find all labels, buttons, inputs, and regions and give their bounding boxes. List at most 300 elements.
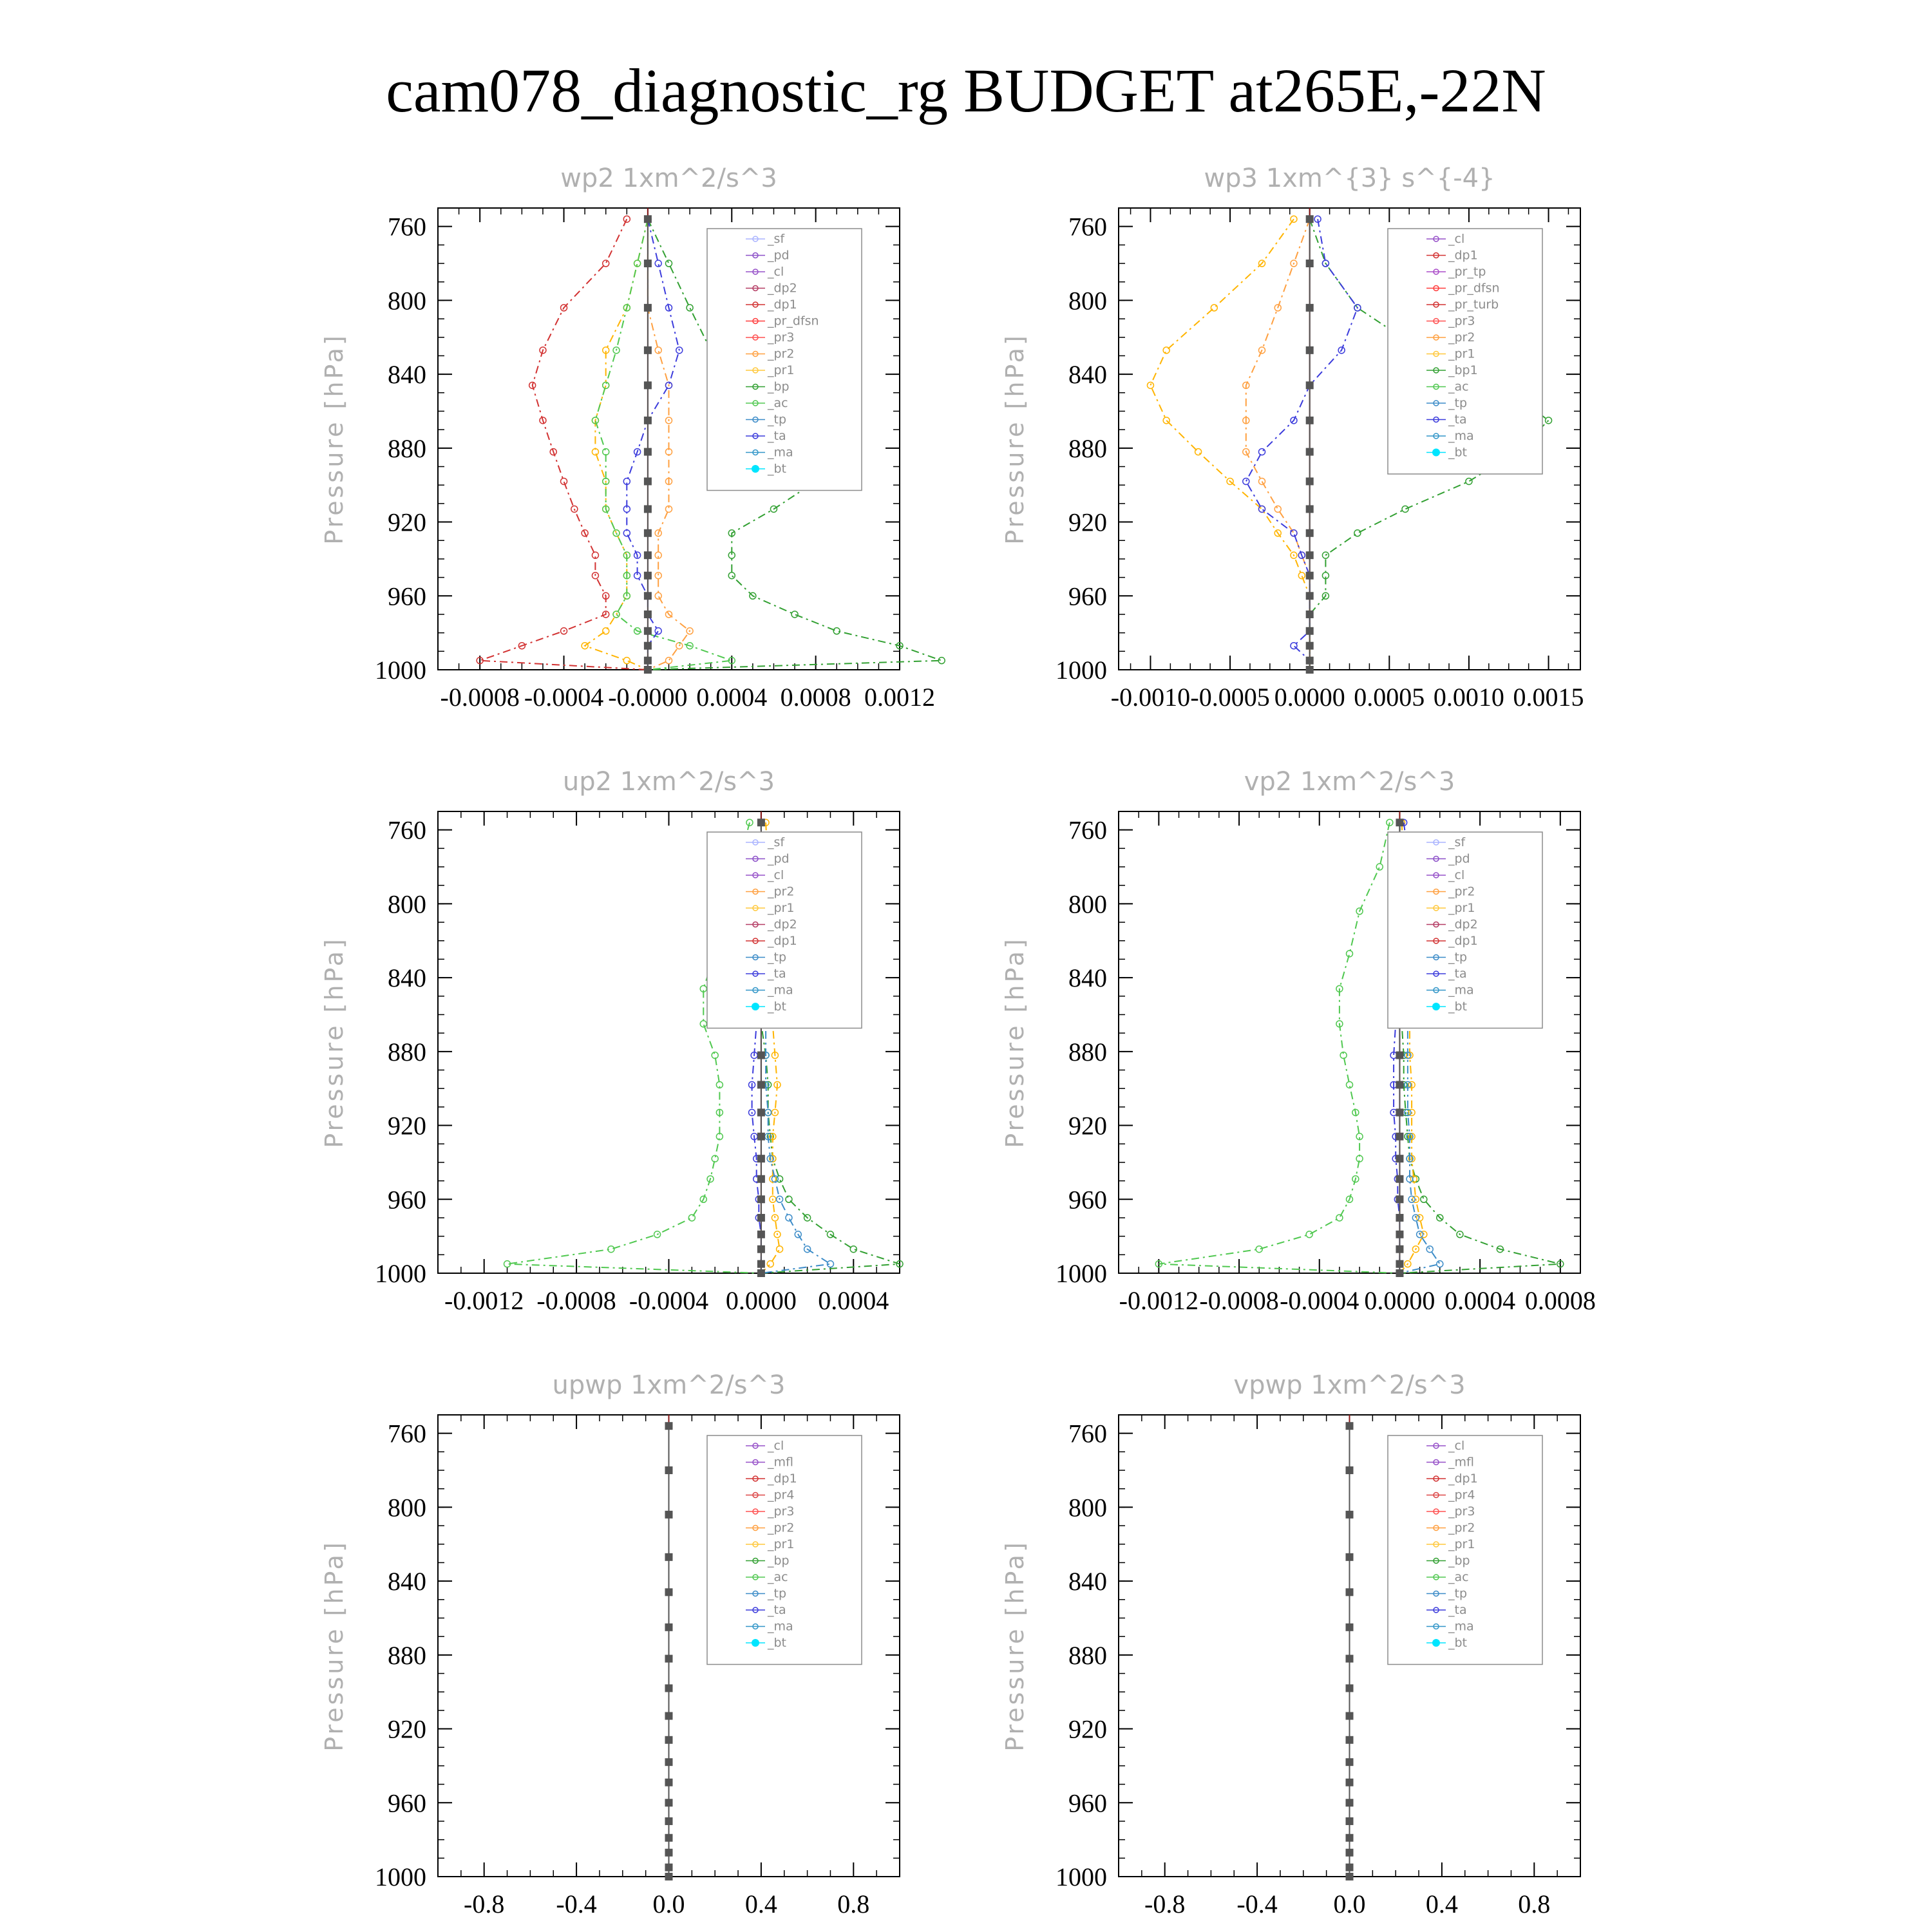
- data-point: [757, 819, 765, 826]
- y-tick-label: 1000: [375, 656, 426, 685]
- legend-marker: [1432, 449, 1440, 457]
- legend-label: _pr3: [1448, 1504, 1475, 1519]
- y-tick-label: 920: [1068, 507, 1107, 537]
- data-point: [1147, 382, 1153, 388]
- legend-label: _pr3: [768, 1504, 795, 1519]
- data-point: [665, 1466, 673, 1474]
- x-tick-label: -0.0012: [444, 1286, 524, 1315]
- y-tick-label: 760: [1068, 815, 1107, 845]
- legend-label: _pr1: [768, 363, 795, 377]
- data-point: [1396, 1260, 1403, 1268]
- panel-6: [1001, 1370, 1580, 1918]
- data-point: [644, 304, 652, 312]
- data-point: [665, 1834, 673, 1842]
- data-point: [665, 1553, 673, 1561]
- legend-label: _tp: [768, 1586, 787, 1601]
- data-point: [644, 657, 652, 665]
- data-point: [777, 1246, 783, 1253]
- y-tick-label: 920: [388, 507, 426, 537]
- data-point: [1346, 1758, 1354, 1766]
- data-point: [1346, 1422, 1354, 1430]
- legend-label: _pd: [1448, 851, 1470, 866]
- data-point: [1306, 611, 1314, 618]
- x-tick-label: 0.0: [1333, 1889, 1366, 1918]
- data-point: [666, 260, 672, 267]
- data-point: [1259, 478, 1265, 484]
- legend-label: _bt: [768, 1636, 787, 1650]
- legend-label: _dp2: [768, 281, 797, 296]
- data-point: [757, 1260, 765, 1268]
- legend-label: _bt: [768, 462, 787, 476]
- y-tick-label: 920: [388, 1714, 426, 1744]
- data-point: [1396, 819, 1403, 826]
- data-point: [665, 1588, 673, 1596]
- x-tick-label: 0.4: [744, 1889, 777, 1918]
- y-tick-label: 960: [388, 582, 426, 611]
- legend-label: _dp1: [1448, 1472, 1478, 1486]
- data-point: [791, 611, 798, 618]
- y-tick-label: 800: [1068, 286, 1107, 316]
- data-point: [1402, 506, 1408, 512]
- data-point: [665, 1511, 673, 1519]
- data-point: [712, 1052, 718, 1059]
- data-point: [1346, 1779, 1354, 1786]
- data-point: [1346, 1588, 1354, 1596]
- legend-label: _ta: [1448, 412, 1467, 427]
- legend-label: _dp2: [768, 917, 797, 932]
- series-line-pr2: [585, 219, 648, 670]
- data-point: [1396, 1214, 1403, 1222]
- legend-label: _ta: [768, 429, 786, 443]
- legend-label: _cl: [768, 868, 784, 882]
- panel-title: wp3 1xm^{3} s^{-4}: [1204, 164, 1495, 193]
- legend-label: _cl: [1448, 232, 1465, 246]
- data-point: [1306, 215, 1314, 223]
- x-tick-label: -0.0008: [440, 683, 520, 712]
- x-tick-label: 0.4: [1425, 1889, 1458, 1918]
- legend-label: _cl: [768, 1439, 784, 1453]
- data-point: [1259, 506, 1265, 512]
- data-point: [687, 305, 693, 311]
- y-axis-label: Pressure [hPa]: [1001, 333, 1029, 545]
- legend-label: _ma: [768, 1619, 793, 1634]
- data-point: [1346, 1736, 1354, 1744]
- data-point: [786, 1215, 792, 1221]
- legend-label: _ta: [1448, 1603, 1467, 1617]
- legend-label: _sf: [768, 232, 785, 246]
- panel-2: [1001, 164, 1584, 712]
- legend-label: _dp1: [1448, 934, 1478, 948]
- legend-label: _pr2: [768, 346, 795, 361]
- x-tick-label: 0.0004: [1444, 1286, 1516, 1315]
- data-point: [1346, 1849, 1354, 1857]
- y-tick-label: 760: [1068, 212, 1107, 242]
- legend-label: _ac: [768, 1570, 788, 1584]
- data-point: [1306, 657, 1314, 665]
- legend-label: _dp1: [1448, 248, 1478, 263]
- x-tick-label: 0.0008: [1524, 1286, 1596, 1315]
- data-point: [644, 417, 652, 424]
- legend-label: _pr2: [768, 1520, 795, 1535]
- data-point: [644, 448, 652, 456]
- data-point: [786, 1196, 792, 1202]
- x-tick-label: 0.0015: [1513, 683, 1584, 712]
- data-point: [757, 1175, 765, 1183]
- panel-title: up2 1xm^2/s^3: [562, 767, 775, 797]
- data-point: [1396, 1195, 1403, 1203]
- series-line-dp1: [480, 219, 648, 670]
- x-tick-label: -0.0008: [536, 1286, 616, 1315]
- y-tick-label: 760: [1068, 1419, 1107, 1448]
- data-point: [1396, 1155, 1403, 1162]
- x-tick-label: -0.0004: [1280, 1286, 1359, 1315]
- data-point: [665, 1758, 673, 1766]
- data-point: [1437, 1261, 1443, 1267]
- x-tick-label: 0.8: [1518, 1889, 1551, 1918]
- data-point: [1298, 573, 1305, 579]
- legend-label: _bt: [768, 999, 787, 1014]
- legend-label: _cl: [1448, 1439, 1465, 1453]
- legend-label: _pr_tp: [1448, 265, 1486, 279]
- data-point: [1274, 506, 1281, 512]
- data-point: [655, 347, 661, 354]
- legend-label: _pr3: [1448, 314, 1475, 328]
- y-tick-label: 800: [388, 889, 426, 919]
- data-point: [655, 573, 661, 579]
- legend-label: _dp2: [1448, 917, 1478, 932]
- series-line-dp1: [1159, 822, 1399, 1273]
- data-point: [644, 572, 652, 580]
- data-point: [644, 642, 652, 650]
- y-tick-label: 920: [1068, 1111, 1107, 1141]
- data-point: [1346, 1873, 1354, 1880]
- legend-label: _pr_dfsn: [768, 314, 819, 328]
- data-point: [1346, 1799, 1354, 1806]
- data-point: [767, 1261, 773, 1267]
- data-point: [561, 478, 567, 484]
- legend-marker: [1432, 1639, 1440, 1647]
- y-tick-label: 960: [1068, 1788, 1107, 1818]
- legend-label: _pd: [768, 248, 790, 263]
- legend-label: _pr4: [1448, 1488, 1475, 1502]
- legend-label: _pr2: [1448, 884, 1475, 899]
- data-point: [1195, 449, 1202, 455]
- data-point: [1346, 1864, 1354, 1871]
- panel-3: [320, 767, 903, 1315]
- y-tick-label: 880: [388, 433, 426, 463]
- data-point: [644, 627, 652, 635]
- series-line-ta: [627, 219, 679, 670]
- y-tick-label: 960: [388, 1185, 426, 1215]
- data-point: [1306, 448, 1314, 456]
- data-point: [1346, 1684, 1354, 1692]
- data-point: [757, 1245, 765, 1253]
- data-point: [1306, 572, 1314, 580]
- data-point: [1306, 627, 1314, 635]
- data-point: [850, 1246, 857, 1253]
- y-axis-label: Pressure [hPa]: [1001, 1540, 1029, 1752]
- data-point: [757, 1231, 765, 1238]
- data-point: [1346, 1624, 1354, 1631]
- data-point: [1346, 1834, 1354, 1842]
- legend-label: _pr1: [1448, 901, 1475, 915]
- legend-label: _mfl: [768, 1455, 793, 1470]
- legend-label: _bt: [1448, 445, 1468, 460]
- y-tick-label: 880: [388, 1037, 426, 1066]
- data-point: [665, 1799, 673, 1806]
- legend-label: _pr4: [768, 1488, 795, 1502]
- data-point: [1306, 346, 1314, 354]
- legend-label: _tp: [1448, 950, 1468, 965]
- legend-label: _ac: [1448, 379, 1469, 394]
- panel-1: [320, 164, 945, 712]
- y-tick-label: 880: [1068, 1037, 1107, 1066]
- x-tick-label: 0.0000: [725, 1286, 797, 1315]
- data-point: [728, 573, 735, 579]
- panel-5: [320, 1370, 900, 1918]
- data-point: [938, 658, 945, 664]
- data-point: [1306, 260, 1314, 267]
- data-point: [644, 215, 652, 223]
- legend-label: _pr1: [1448, 346, 1475, 361]
- data-point: [1346, 1553, 1354, 1561]
- data-point: [1396, 1245, 1403, 1253]
- data-point: [1396, 1175, 1403, 1183]
- data-point: [757, 1269, 765, 1277]
- y-tick-label: 800: [1068, 889, 1107, 919]
- data-point: [1306, 381, 1314, 389]
- data-point: [603, 260, 609, 267]
- data-point: [1396, 1081, 1403, 1088]
- x-tick-label: 0.0008: [780, 683, 851, 712]
- x-tick-label: -0.0010: [1110, 683, 1191, 712]
- y-tick-label: 760: [388, 212, 426, 242]
- y-tick-label: 1000: [375, 1862, 426, 1891]
- y-tick-label: 1000: [375, 1259, 426, 1288]
- x-tick-label: -0.0012: [1119, 1286, 1199, 1315]
- data-point: [603, 628, 609, 634]
- data-point: [644, 260, 652, 267]
- data-point: [1346, 1511, 1354, 1519]
- x-tick-label: -0.0000: [608, 683, 688, 712]
- data-point: [700, 1021, 706, 1027]
- data-point: [644, 592, 652, 600]
- y-axis-label: Pressure [hPa]: [320, 936, 348, 1148]
- y-tick-label: 960: [388, 1788, 426, 1818]
- data-point: [1412, 1215, 1419, 1221]
- x-tick-label: -0.0005: [1190, 683, 1270, 712]
- legend-label: _pr_dfsn: [1448, 281, 1500, 296]
- legend-label: _bp: [768, 379, 790, 394]
- panel-title: upwp 1xm^2/s^3: [552, 1370, 786, 1400]
- data-point: [665, 1655, 673, 1663]
- data-point: [1354, 530, 1361, 536]
- data-point: [1243, 478, 1249, 484]
- y-tick-label: 960: [1068, 582, 1107, 611]
- legend-label: _pr2: [1448, 330, 1475, 345]
- legend-label: _ma: [1448, 983, 1474, 998]
- legend-label: _tp: [1448, 396, 1468, 410]
- data-point: [1396, 1269, 1403, 1277]
- x-tick-label: 0.0000: [1274, 683, 1345, 712]
- panel-title: vp2 1xm^2/s^3: [1244, 767, 1455, 797]
- x-tick-label: -0.4: [556, 1889, 597, 1918]
- legend-label: _tp: [768, 950, 787, 965]
- data-point: [757, 1195, 765, 1203]
- data-point: [1211, 305, 1217, 311]
- x-tick-label: -0.0004: [524, 683, 604, 712]
- data-point: [655, 628, 661, 634]
- x-tick-label: 0.0000: [1364, 1286, 1435, 1315]
- legend-label: _ac: [1448, 1570, 1469, 1584]
- legend-label: _ta: [768, 967, 786, 981]
- data-point: [1346, 1817, 1354, 1825]
- y-tick-label: 880: [1068, 433, 1107, 463]
- data-point: [757, 1214, 765, 1222]
- legend-label: _ma: [768, 983, 793, 998]
- x-tick-label: -0.8: [1144, 1889, 1186, 1918]
- data-point: [1376, 864, 1383, 870]
- legend-label: _bt: [1448, 1636, 1468, 1650]
- series-line-ta: [1246, 219, 1358, 670]
- x-tick-label: -0.0008: [1199, 1286, 1279, 1315]
- data-point: [1306, 304, 1314, 312]
- y-tick-label: 880: [388, 1640, 426, 1670]
- data-point: [644, 529, 652, 537]
- y-tick-label: 840: [388, 963, 426, 993]
- y-tick-label: 920: [388, 1111, 426, 1141]
- x-tick-label: 0.0004: [818, 1286, 889, 1315]
- panel-4: [1001, 767, 1596, 1315]
- data-point: [1256, 1246, 1262, 1253]
- legend-label: _pr1: [1448, 1537, 1475, 1551]
- legend-label: _ma: [768, 445, 793, 460]
- y-tick-label: 800: [388, 286, 426, 316]
- legend-label: _cl: [1448, 868, 1465, 882]
- legend-marker: [752, 1639, 759, 1647]
- data-point: [1396, 1231, 1403, 1238]
- data-point: [1346, 1466, 1354, 1474]
- data-point: [1306, 505, 1314, 513]
- legend-label: _pr1: [768, 1537, 795, 1551]
- data-point: [1426, 1246, 1433, 1253]
- y-tick-label: 840: [388, 1567, 426, 1596]
- data-point: [1163, 347, 1170, 354]
- data-point: [757, 1052, 765, 1059]
- legend-label: _tp: [1448, 1586, 1468, 1601]
- data-point: [665, 1684, 673, 1692]
- legend-label: _pd: [768, 851, 790, 866]
- data-point: [1306, 529, 1314, 537]
- data-point: [1306, 417, 1314, 424]
- data-point: [1306, 551, 1314, 559]
- data-point: [757, 1108, 765, 1116]
- y-axis-label: Pressure [hPa]: [320, 1540, 348, 1752]
- legend-label: _pr_turb: [1448, 298, 1499, 312]
- data-point: [1336, 1215, 1343, 1221]
- legend-label: _ac: [768, 396, 788, 410]
- data-point: [1421, 1196, 1427, 1202]
- y-tick-label: 1000: [1056, 1259, 1107, 1288]
- legend-label: _ta: [768, 1603, 786, 1617]
- data-point: [1306, 592, 1314, 600]
- data-point: [665, 1864, 673, 1871]
- x-tick-label: -0.4: [1236, 1889, 1278, 1918]
- data-point: [644, 551, 652, 559]
- y-tick-label: 840: [1068, 360, 1107, 390]
- data-point: [1396, 1052, 1403, 1059]
- y-tick-label: 1000: [1056, 656, 1107, 685]
- y-tick-label: 840: [1068, 1567, 1107, 1596]
- data-point: [623, 658, 630, 664]
- data-point: [644, 666, 652, 674]
- x-tick-label: 0.8: [837, 1889, 870, 1918]
- data-point: [688, 1215, 695, 1221]
- data-point: [757, 1155, 765, 1162]
- data-point: [1306, 1231, 1312, 1238]
- data-point: [1291, 530, 1297, 536]
- data-point: [644, 505, 652, 513]
- panel-title: wp2 1xm^2/s^3: [560, 164, 777, 193]
- data-point: [666, 658, 672, 664]
- data-point: [1546, 417, 1552, 424]
- series-line-pr3: [648, 219, 690, 670]
- y-tick-label: 960: [1068, 1185, 1107, 1215]
- legend-label: _ta: [1448, 967, 1467, 981]
- legend-label: _bp: [768, 1553, 790, 1568]
- legend-marker: [752, 1003, 759, 1010]
- legend-marker: [752, 465, 759, 473]
- data-point: [1346, 1655, 1354, 1663]
- legend-label: _dp1: [768, 1472, 797, 1486]
- y-tick-label: 880: [1068, 1640, 1107, 1670]
- legend-label: _pr2: [768, 884, 795, 899]
- data-point: [757, 1081, 765, 1088]
- data-point: [665, 1422, 673, 1430]
- x-tick-label: 0.0: [652, 1889, 685, 1918]
- data-point: [665, 1624, 673, 1631]
- data-point: [665, 1712, 673, 1719]
- legend-label: _pr3: [768, 330, 795, 345]
- data-point: [1346, 1712, 1354, 1719]
- data-point: [665, 1817, 673, 1825]
- y-tick-label: 760: [388, 1419, 426, 1448]
- x-tick-label: 0.0010: [1433, 683, 1504, 712]
- data-point: [665, 1736, 673, 1744]
- data-point: [1306, 477, 1314, 485]
- x-tick-label: 0.0004: [696, 683, 768, 712]
- y-tick-label: 800: [388, 1493, 426, 1522]
- data-point: [1306, 642, 1314, 650]
- legend-label: _bp1: [1448, 363, 1478, 377]
- legend-label: _ma: [1448, 429, 1474, 443]
- y-tick-label: 840: [1068, 963, 1107, 993]
- data-point: [644, 477, 652, 485]
- data-point: [1306, 666, 1314, 674]
- data-point: [665, 1849, 673, 1857]
- y-axis-label: Pressure [hPa]: [1001, 936, 1029, 1148]
- legend-label: _ma: [1448, 1619, 1474, 1634]
- data-point: [665, 1779, 673, 1786]
- panel-title: vpwp 1xm^2/s^3: [1233, 1370, 1466, 1400]
- y-tick-label: 800: [1068, 1493, 1107, 1522]
- legend-label: _pr2: [1448, 1520, 1475, 1535]
- data-point: [1163, 417, 1170, 424]
- data-point: [1466, 478, 1472, 484]
- x-tick-label: 0.0012: [864, 683, 935, 712]
- data-point: [757, 1133, 765, 1141]
- y-tick-label: 920: [1068, 1714, 1107, 1744]
